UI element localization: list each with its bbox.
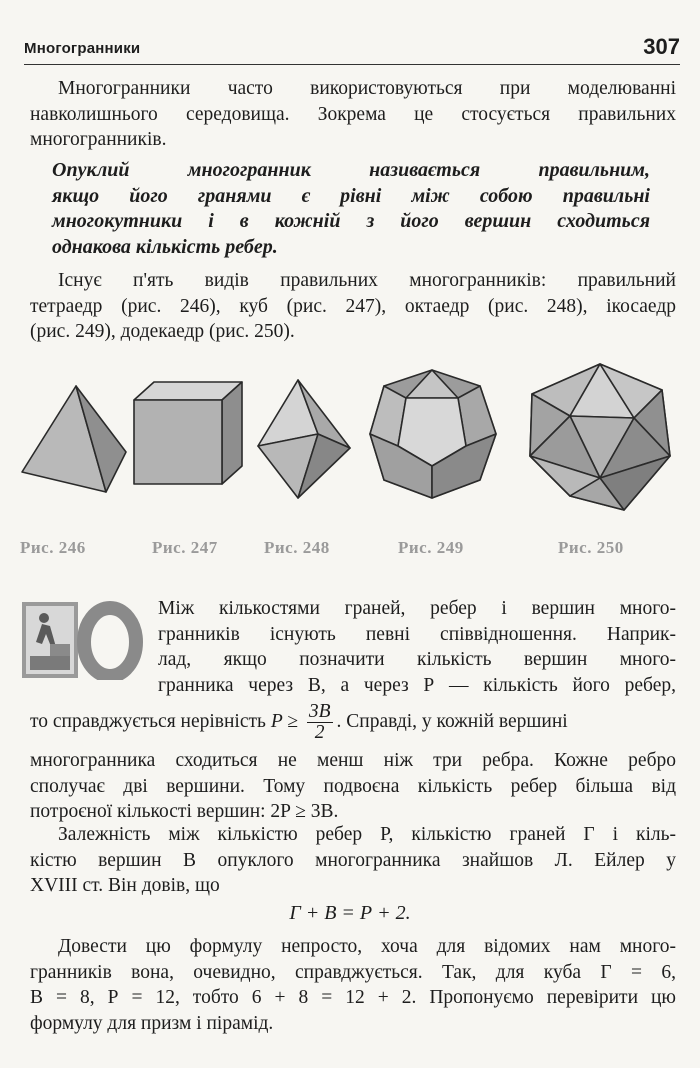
inequality-suffix: . Справді, у кожній вершині bbox=[336, 711, 568, 732]
text-line: навколишнього середовища. Зокрема це стосується правильних bbox=[30, 103, 676, 125]
relation-continuation bbox=[30, 748, 676, 825]
text-line: потроєної кількості вершин: 2P ≥ 3B. bbox=[30, 801, 339, 822]
text-line: многогранника сходиться не менш ніж три ребра. Кожне ребро bbox=[30, 750, 676, 771]
inequality-prefix: то справджується нерівність bbox=[30, 711, 266, 732]
text-line: многогранників. bbox=[30, 129, 167, 150]
inequality-fraction bbox=[307, 702, 333, 743]
types-paragraph bbox=[30, 268, 676, 345]
text-line: гранника через В, а через Р — кількість його ребер, bbox=[158, 674, 676, 696]
running-title: Многогранники bbox=[24, 40, 141, 57]
page-number: 307 bbox=[643, 34, 680, 59]
closing-paragraph bbox=[30, 934, 676, 1036]
euler-formula: Г + В = Р + 2. bbox=[289, 902, 411, 924]
theory-marker bbox=[20, 600, 145, 680]
theory-marker-icon bbox=[20, 600, 145, 680]
figure-caption: Рис. 249 bbox=[398, 538, 464, 557]
definition-block bbox=[52, 158, 650, 260]
euler-paragraph bbox=[30, 822, 676, 899]
intro-paragraph bbox=[30, 76, 676, 153]
text-line: кістю вершин В опуклого многогранника знайшов Л. Ейлер у bbox=[30, 849, 676, 871]
cube-figure bbox=[134, 382, 242, 484]
definition-line: многокутники і в кожній з його вершин сходиться bbox=[52, 210, 650, 232]
relation-paragraph bbox=[158, 596, 676, 698]
figure-caption: Рис. 247 bbox=[152, 538, 218, 557]
text-line: лад, якщо позначити кількість вершин много- bbox=[158, 649, 676, 670]
fraction-denominator: 2 bbox=[314, 722, 325, 744]
text-line: XVIII ст. Він довів, що bbox=[30, 875, 220, 896]
dodecahedron-figure bbox=[370, 370, 496, 498]
octahedron-figure bbox=[258, 380, 350, 498]
page-header bbox=[24, 34, 680, 65]
definition-line: якщо його гранями є рівні між собою правильні bbox=[52, 184, 650, 207]
text-line: В = 8, Р = 12, тобто 6 + 8 = 12 + 2. Пропонуємо перевірити цю bbox=[30, 987, 676, 1008]
definition-line: Опуклий многогранник називається правильним, bbox=[52, 159, 650, 181]
text-line: сполучає дві вершини. Тому подвоєна кількість ребер більша від bbox=[30, 775, 676, 797]
text-line: гранників існують певні співвідношення. Наприк- bbox=[158, 623, 676, 645]
inequality-lhs: P ≥ bbox=[270, 711, 298, 732]
inequality-line bbox=[30, 700, 676, 744]
text-line: Залежність між кількістю ребер Р, кількістю граней Г і кіль- bbox=[58, 824, 676, 845]
text-line: Довести цю формулу непросто, хоча для відомих нам много- bbox=[58, 936, 676, 957]
figure-caption: Рис. 250 bbox=[558, 538, 624, 557]
text-line: Між кількостями граней, ребер і вершин много- bbox=[158, 598, 676, 619]
fraction-numerator: 3B bbox=[308, 701, 331, 723]
tetrahedron-figure bbox=[22, 386, 126, 492]
text-line: тетраедр (рис. 246), куб (рис. 247), октаедр (рис. 248), ікосаедр bbox=[30, 295, 676, 317]
figure-caption: Рис. 248 bbox=[264, 538, 330, 557]
polyhedra-illustration bbox=[14, 360, 686, 530]
definition-line: однакова кількість ребер. bbox=[52, 235, 278, 258]
text-line: Існує п'ять видів правильних многогранників: правильний bbox=[58, 270, 676, 291]
text-line: (рис. 249), додекаедр (рис. 250). bbox=[30, 321, 295, 342]
figures-row bbox=[14, 360, 686, 560]
text-line: формулу для призм і пірамід. bbox=[30, 1012, 274, 1034]
text-line: гранників вона, очевидно, справджується. Так, для куба Г = 6, bbox=[30, 961, 676, 983]
icosahedron-figure bbox=[530, 364, 670, 510]
text-line: Многогранники часто використовуються при моделюванні bbox=[58, 78, 676, 99]
figure-caption: Рис. 246 bbox=[20, 538, 86, 557]
